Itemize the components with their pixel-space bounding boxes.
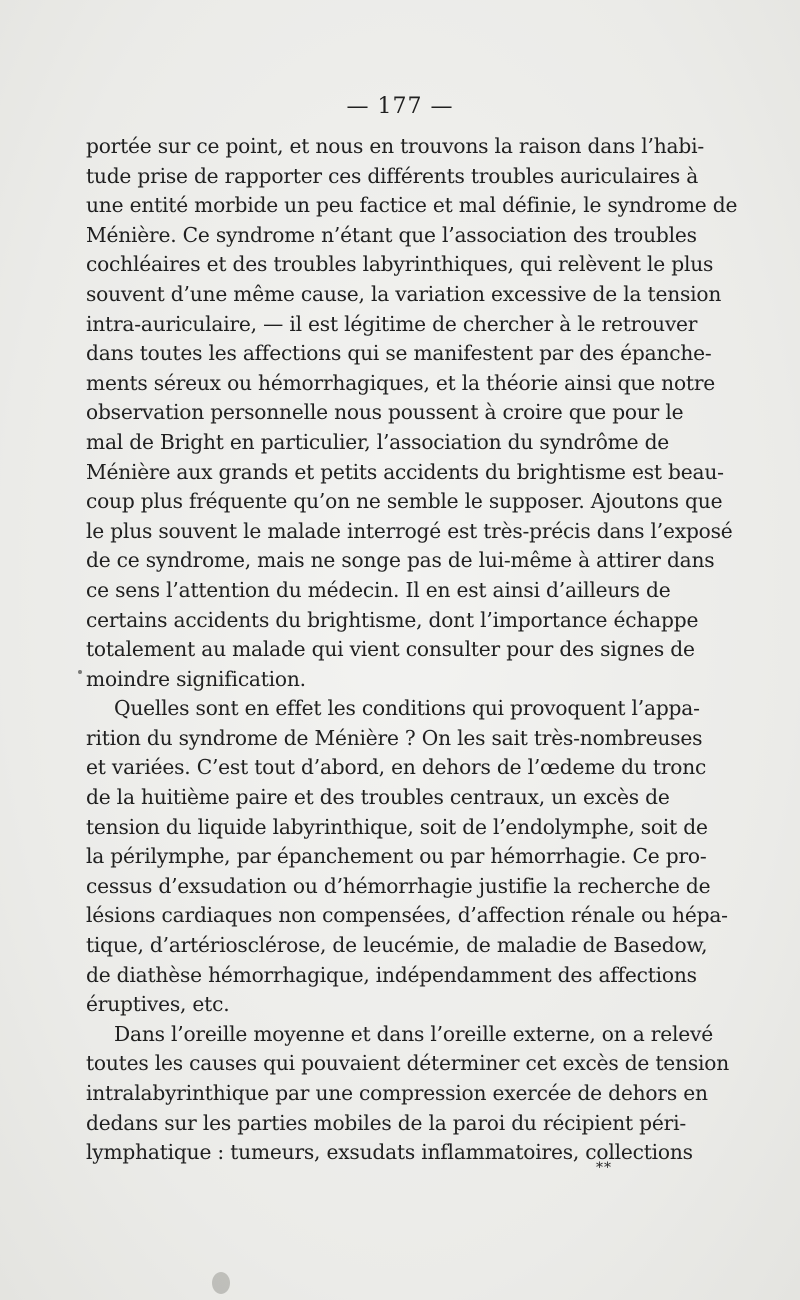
text-line: la périlymphe, par épanchement ou par hémorrhagie. Ce pro- <box>86 844 707 869</box>
paragraph-1 <box>86 132 738 694</box>
text-line: observation personnelle nous poussent à croire que pour le <box>86 400 684 425</box>
text-line: lymphatique : tumeurs, exsudats inflammatoires, collections <box>86 1140 693 1165</box>
text-line: dans toutes les affections qui se manifestent par des épanche- <box>86 341 712 366</box>
text-line: le plus souvent le malade interrogé est très-précis dans l’exposé <box>86 518 733 543</box>
text-line: souvent d’une même cause, la variation excessive de la tension <box>86 281 722 306</box>
text-line: Ménière aux grands et petits accidents du brightisme est beau- <box>86 459 724 484</box>
paragraph-2 <box>86 694 728 1020</box>
text-line: intra-auriculaire, — il est légitime de chercher à le retrouver <box>86 311 698 336</box>
text-line: cessus d’exsudation ou d’hémorrhagie justifie la recherche de <box>86 873 711 898</box>
text-line: lésions cardiaques non compensées, d’affection rénale ou hépa- <box>86 903 728 928</box>
body-text <box>86 132 738 1168</box>
paragraph-3 <box>86 1020 730 1168</box>
text-line: toutes les causes qui pouvaient déterminer cet excès de tension <box>86 1051 730 1076</box>
text-line: de diathèse hémorrhagique, indépendamment des affections <box>86 962 697 987</box>
page-speck <box>78 670 82 674</box>
text-line: Ménière. Ce syndrome n’étant que l’association des troubles <box>86 222 697 247</box>
text-line: totalement au malade qui vient consulter pour des signes de <box>86 637 695 662</box>
text-line: moindre signification. <box>86 666 306 691</box>
text-line: tension du liquide labyrinthique, soit de l’endolymphe, soit de <box>86 814 708 839</box>
text-line: intralabyrinthique par une compression exercée de dehors en <box>86 1081 708 1105</box>
page-speck <box>212 1272 230 1294</box>
text-line: portée sur ce point, et nous en trouvons la raison dans l’habi- <box>86 134 704 158</box>
text-line: une entité morbide un peu factice et mal définie, le syndrome de <box>86 193 738 218</box>
text-line: Quelles sont en effet les conditions qui provoquent l’appa- <box>114 696 700 721</box>
page-number: — 177 — <box>346 94 454 119</box>
text-line: rition du syndrome de Ménière ? On les sait très-nombreuses <box>86 725 703 750</box>
text-line: ments séreux ou hémorrhagiques, et la théorie ainsi que notre <box>86 370 716 395</box>
signature-mark: ** <box>596 1160 612 1176</box>
text-line: et variées. C’est tout d’abord, en dehors de l’œdeme du tronc <box>86 755 707 780</box>
text-line: de la huitième paire et des troubles centraux, un excès de <box>86 785 670 810</box>
text-line: tique, d’artériosclérose, de leucémie, de maladie de Basedow, <box>86 933 708 958</box>
text-line: ce sens l’attention du médecin. Il en est ainsi d’ailleurs de <box>86 577 671 602</box>
text-line: éruptives, etc. <box>86 992 230 1017</box>
text-line: de ce syndrome, mais ne songe pas de lui-même à attirer dans <box>86 548 715 573</box>
text-line: tude prise de rapporter ces différents troubles auriculaires à <box>86 163 699 188</box>
text-line: Dans l’oreille moyenne et dans l’oreille externe, on a relevé <box>114 1021 713 1046</box>
text-line: coup plus fréquente qu’on ne semble le supposer. Ajoutons que <box>86 489 723 514</box>
text-line: cochléaires et des troubles labyrinthiques, qui relèvent le plus <box>86 252 714 277</box>
text-line: dedans sur les parties mobiles de la paroi du récipient péri- <box>86 1110 686 1135</box>
text-line: certains accidents du brightisme, dont l’importance échappe <box>86 607 699 632</box>
text-line: mal de Bright en particulier, l’association du syndrôme de <box>86 429 670 454</box>
